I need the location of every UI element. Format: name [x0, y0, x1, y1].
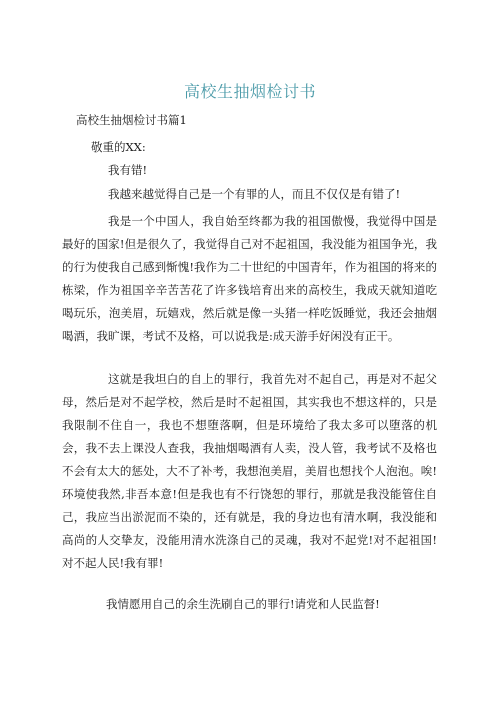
salutation: 敬重的XX:: [91, 140, 146, 154]
paragraph: 我有错!: [108, 163, 148, 177]
paragraph: 我越来越觉得自己是一个有罪的人，而且不仅仅是有错了!: [108, 187, 401, 201]
paragraph: 我情愿用自己的余生洗刷自己的罪行!请党和人民监督!: [106, 597, 380, 611]
paragraph: 我是一个中国人，我自始至终都为我的祖国傲慢，我觉得中国是最好的国家!但是很久了，我觉得自己对不起祖国，我没能为祖国争光，我的行为使我自己感到惭愧!我作为二十世纪的中国青年，作为祖国的将来的栋梁，作为祖国辛辛苦苦花了许多钱培育出来的高校生，我成天就知道吃喝玩乐，泡美眉，玩嬉戏，然后就是像一头猪一样吃饭睡觉，我还会抽烟喝酒，我旷课，考试不及格，可以说我是:成天游手好闲没有正干。: [62, 214, 437, 343]
document-title: 高校生抽烟检讨书: [183, 82, 316, 101]
document-subtitle: 高校生抽烟检讨书篇1: [76, 113, 187, 127]
paragraph: 这就是我坦白的自上的罪行，我首先对不起自己，再是对不起父母，然后是对不起学校，然后是时不起祖国，其实我也不想这样的，只是我限制不住自一，我也不想堕落啊，但是环境给了我太多可以堕落的机会，我不去上课没人查我，我抽烟喝酒有人卖，没人管，我考试不及格也不会有太大的惩处，大不了补考，我想泡美眉，美眉也想找个人泡泡。唉!环境使我然,非吾本意!但是我也有不行饶恕的罪行，那就是我没能管住自己，我应当出淤泥而不染的，还有就是，我的身边也有清水啊，我没能和高尚的人交挚友，没能用清水洗涤自己的灵魂，我对不起党!对不起祖国!对不起人民!我有罪!: [62, 372, 437, 570]
